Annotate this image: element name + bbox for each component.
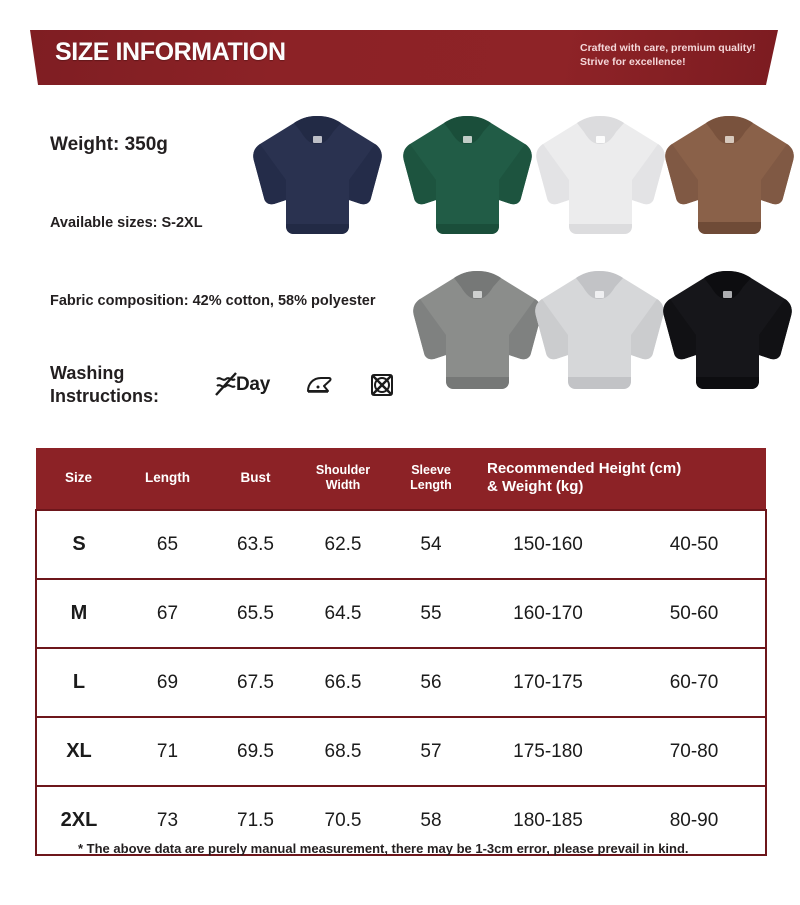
cell-shoulder: 66.5: [297, 648, 389, 717]
col-header-bust: Bust: [214, 448, 297, 510]
available-sizes-info: Available sizes: S-2XL: [50, 215, 203, 231]
hoodie-navy: [250, 110, 385, 243]
cell-height: 150-160: [473, 510, 623, 579]
hoodie-light-heather: [533, 110, 668, 243]
cell-bust: 71.5: [214, 786, 297, 855]
hoodie-medium-gray: [410, 265, 545, 398]
cell-sleeve: 54: [389, 510, 473, 579]
cell-bust: 69.5: [214, 717, 297, 786]
table-row: [36, 579, 766, 648]
cell-height: 180-185: [473, 786, 623, 855]
size-chart-table: [35, 448, 767, 856]
cell-bust: 63.5: [214, 510, 297, 579]
hoodie-black: [660, 265, 795, 398]
wash-day-text: Day: [236, 374, 270, 395]
hoodie-brown: [662, 110, 797, 243]
cell-size: L: [36, 648, 121, 717]
header-banner: [0, 30, 800, 85]
cell-shoulder: 64.5: [297, 579, 389, 648]
hoodie-light-gray: [532, 265, 667, 398]
banner-tagline: Crafted with care, premium quality! Strive for excellence!: [580, 42, 756, 68]
cell-bust: 67.5: [214, 648, 297, 717]
cell-sleeve: 56: [389, 648, 473, 717]
cell-shoulder: 68.5: [297, 717, 389, 786]
cell-sleeve: 57: [389, 717, 473, 786]
cell-height: 170-175: [473, 648, 623, 717]
cell-length: 71: [121, 717, 214, 786]
cell-size: 2XL: [36, 786, 121, 855]
table-header: [36, 448, 766, 510]
cell-length: 67: [121, 579, 214, 648]
hoodie-dark-green: [400, 110, 535, 243]
cell-shoulder: 70.5: [297, 786, 389, 855]
no-wash-day-icon: [213, 368, 270, 402]
table-row: [36, 717, 766, 786]
washing-instructions-label: Washing Instructions:: [50, 363, 160, 406]
cell-size: XL: [36, 717, 121, 786]
fabric-composition-info: Fabric composition: 42% cotton, 58% polyester: [50, 293, 376, 309]
col-header-length: Length: [121, 448, 214, 510]
cell-size: S: [36, 510, 121, 579]
cell-shoulder: 62.5: [297, 510, 389, 579]
table-header-row: [36, 448, 766, 510]
col-header-recommended-height-weight: Recommended Height (cm) & Weight (kg): [473, 448, 766, 510]
cell-bust: 65.5: [214, 579, 297, 648]
do-not-tumble-dry-icon: [368, 368, 396, 402]
cell-length: 73: [121, 786, 214, 855]
weight-info: Weight: 350g: [50, 134, 168, 155]
table-row: [36, 510, 766, 579]
cell-length: 65: [121, 510, 214, 579]
product-row-1: [250, 110, 780, 240]
cell-sleeve: 55: [389, 579, 473, 648]
col-header-sleeve-length: Sleeve Length: [389, 448, 473, 510]
washing-symbols: [213, 368, 396, 402]
cell-weight: 70-80: [623, 717, 766, 786]
cell-weight: 40-50: [623, 510, 766, 579]
product-row-2: [410, 265, 780, 395]
cell-weight: 60-70: [623, 648, 766, 717]
cell-weight: 50-60: [623, 579, 766, 648]
cell-sleeve: 58: [389, 786, 473, 855]
cell-weight: 80-90: [623, 786, 766, 855]
iron-low-heat-icon: [304, 368, 334, 402]
col-header-shoulder-width: Shoulder Width: [297, 448, 389, 510]
cell-height: 160-170: [473, 579, 623, 648]
cell-length: 69: [121, 648, 214, 717]
cell-height: 175-180: [473, 717, 623, 786]
table-row: [36, 648, 766, 717]
page-title: SIZE INFORMATION: [55, 38, 286, 66]
measurement-disclaimer: * The above data are purely manual measurement, there may be 1-3cm error, please prevail in kind.: [78, 841, 689, 856]
table-body: [36, 510, 766, 855]
cell-size: M: [36, 579, 121, 648]
col-header-size: Size: [36, 448, 121, 510]
